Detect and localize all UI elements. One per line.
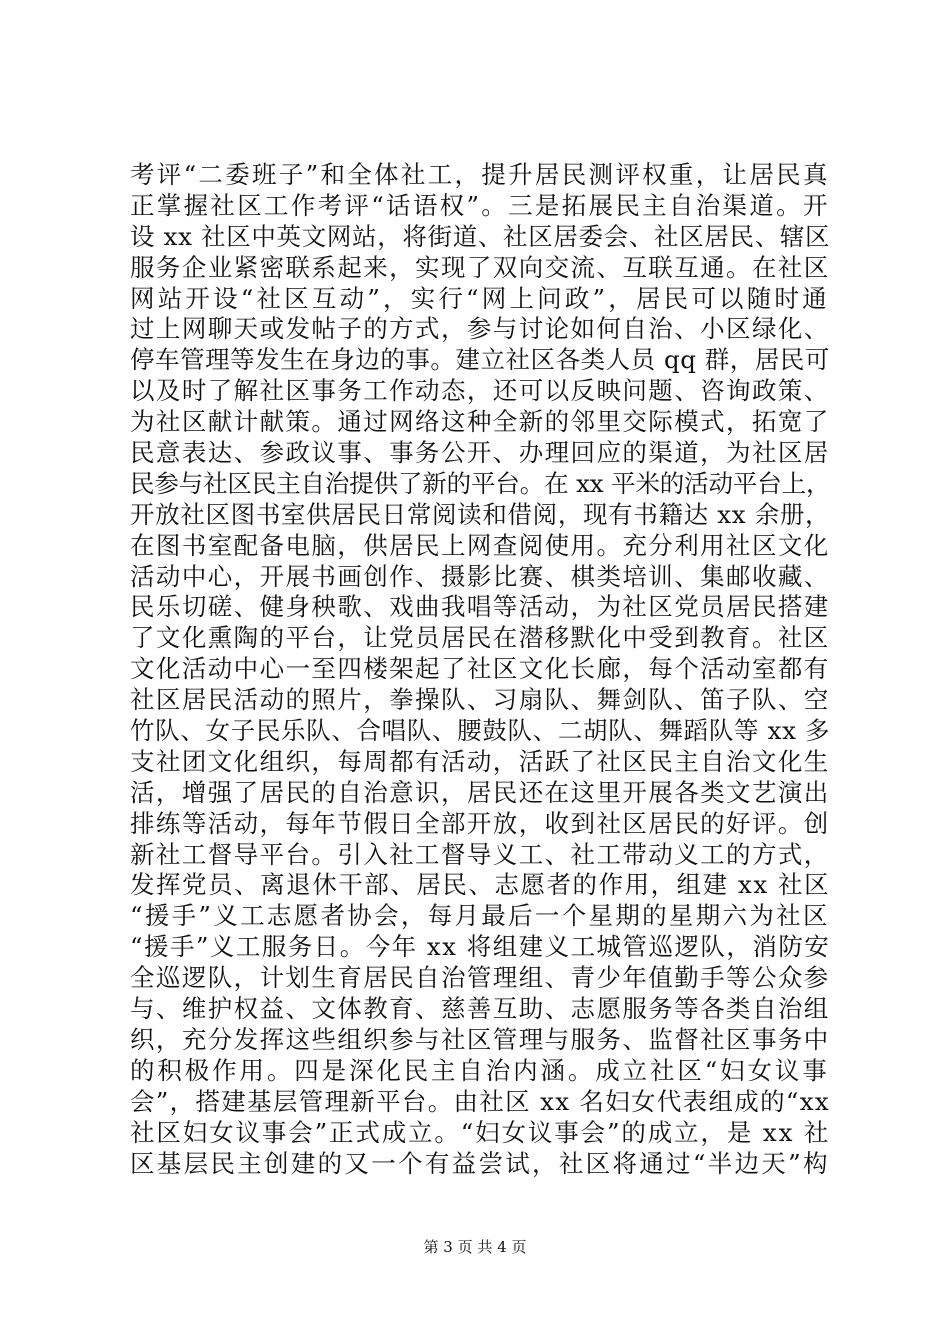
text-line: 民参与社区民主自治提供了新的平台。在 xx 平米的活动平台上， [130, 468, 831, 498]
page-footer: 第 3 页 共 4 页 [423, 1238, 527, 1256]
text-line: 过上网聊天或发帖子的方式，参与讨论如何自治、小区绿化、 [130, 314, 830, 344]
text-line: 与、维护权益、文体教育、慈善互助、志愿服务等各类自治组 [130, 994, 830, 1024]
text-line: 了文化熏陶的平台，让党员居民在潜移默化中受到教育。社区 [130, 623, 830, 653]
text-line: 排练等活动，每年节假日全部开放，收到社区居民的好评。创 [130, 808, 830, 838]
text-line: 全巡逻队，计划生育居民自治管理组、青少年值勤手等公众参 [130, 963, 830, 993]
text-line: 以及时了解社区事务工作动态，还可以反映问题、咨询政策、 [130, 376, 830, 406]
text-line: 活，增强了居民的自治意识，居民还在这里开展各类文艺演出 [130, 777, 830, 807]
text-line: 开放社区图书室供居民日常阅读和借阅，现有书籍达 xx 余册， [130, 499, 831, 529]
text-line: “援手”义工志愿者协会，每月最后一个星期的星期六为社区 [130, 901, 830, 931]
text-line: 服务企业紧密联系起来，实现了双向交流、互联互通。在社区 [130, 252, 830, 282]
text-line: 社区居民活动的照片，拳操队、习扇队、舞剑队、笛子队、空 [130, 685, 830, 715]
text-line: 竹队、女子民乐队、合唱队、腰鼓队、二胡队、舞蹈队等 xx 多 [130, 716, 831, 746]
text-line: 新社工督导平台。引入社工督导义工、社工带动义工的方式， [130, 839, 830, 869]
text-line: 考评“二委班子”和全体社工，提升居民测评权重，让居民真 [130, 160, 830, 189]
text-line: 民意表达、参政议事、事务公开、办理回应的渠道，为社区居 [130, 438, 830, 468]
text-line: 在图书室配备电脑，供居民上网查阅使用。充分利用社区文化 [130, 530, 830, 560]
text-line: 网站开设“社区互动”，实行“网上问政”，居民可以随时通 [130, 283, 830, 313]
text-line: 的积极作用。四是深化民主自治内涵。成立社区“妇女议事 [130, 1055, 830, 1085]
text-line: 正掌握社区工作考评“话语权”。三是拓展民主自治渠道。开 [130, 190, 830, 220]
text-line: 为社区献计献策。通过网络这种全新的邻里交际模式，拓宽了 [130, 407, 830, 437]
text-line: “援手”义工服务日。今年 xx 将组建义工城管巡逻队，消防安 [130, 932, 831, 962]
body-paragraph [130, 160, 830, 1179]
text-line: 发挥党员、离退休干部、居民、志愿者的作用，组建 xx 社区 [130, 870, 831, 900]
text-line: 停车管理等发生在身边的事。建立社区各类人员 qq 群，居民可 [130, 345, 830, 375]
text-line: 支社团文化组织，每周都有活动，活跃了社区民主自治文化生 [130, 746, 830, 776]
text-line: 社区妇女议事会”正式成立。“妇女议事会”的成立，是 xx 社 [130, 1117, 831, 1147]
text-line: 民乐切磋、健身秧歌、戏曲我唱等活动，为社区党员居民搭建 [130, 592, 830, 622]
text-line: 设 xx 社区中英文网站，将街道、社区居委会、社区居民、辖区 [130, 221, 831, 251]
text-line: 织，充分发挥这些组织参与社区管理与服务、监督社区事务中 [130, 1024, 830, 1054]
text-line: 活动中心，开展书画创作、摄影比赛、棋类培训、集邮收藏、 [130, 561, 830, 591]
text-line: 文化活动中心一至四楼架起了社区文化长廊，每个活动室都有 [130, 654, 830, 684]
text-line: 区基层民主创建的又一个有益尝试，社区将通过“半边天”构 [130, 1148, 830, 1178]
text-line: 会”，搭建基层管理新平台。由社区 xx 名妇女代表组成的“xx [130, 1086, 830, 1116]
